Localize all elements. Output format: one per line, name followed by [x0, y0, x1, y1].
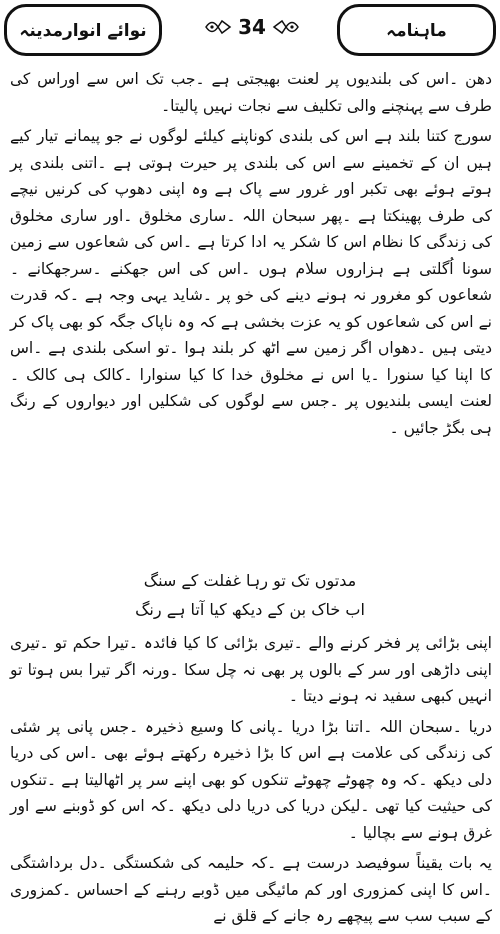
left-ornament-icon	[204, 18, 232, 36]
magazine-label-box	[337, 4, 496, 56]
verse-line: اب خاک بن کے دیکھ کیا آتا ہے رنگ	[135, 600, 365, 619]
publication-title: نوائے انوارمدینہ	[19, 20, 147, 41]
verse-line: مدتوں تک تو رہا غفلت کے سنگ	[143, 571, 357, 590]
paragraph: دھن ۔اس کی بلندیوں پر لعنت بھیجتی ہے ۔جب تک اس سے اوراس کی طرف سے پہنچنے والی تکلیف سے نجات نہیں پالیتا۔	[10, 70, 492, 115]
right-ornament-icon	[272, 18, 300, 36]
article-body-bottom	[10, 630, 492, 934]
magazine-label: ماہنامہ	[386, 20, 447, 41]
paragraph: دریا ۔سبحان اللہ ۔اتنا بڑا دریا ۔پانی کا وسیع ذخیرہ ۔جس پانی پر شئی کی زندگی کی علامت ہے اس کا بڑا ذخیرہ رکھتے ہوئے بھی ۔اس کی دریا دلی دیکھ ۔کہ وہ چھوٹے چھوٹے تنکوں کو بھی اپنے سر پر اٹھالیتا ہے ۔تنکوں کی حیثیت کیا تھی ۔لیکن دریا کی دریا دلی دیکھ ۔کہ اس کو ڈوبنے سے اور غرق ہونے سے بچالیا ۔	[10, 717, 492, 842]
article-body-top	[10, 66, 492, 445]
paragraph: اپنی بڑائی پر فخر کرنے والے ۔تیری بڑائی کا کیا فائدہ ۔تیرا حکم تو ۔تیری اپنی داڑھی اور سر کے بالوں پر بھی نہ چل سکا ۔ورنہ اگر تیرا بس ہوتا تو انہیں کبھی سفید نہ ہونے دیتا ۔	[10, 634, 492, 705]
page-number: 34	[238, 15, 266, 39]
publication-title-box	[4, 4, 162, 56]
paragraph: سورج کتنا بلند ہے اس کی بلندی کوناپنے کیلئے لوگوں نے جو پیمانے تیار کیے ہیں ان کے تخمینے سے اس کی بلندی پر حیرت ہوتی ہے ۔اتنی بلندی پر ہوتے ہوئے بھی تکبر اور غرور سے پاک ہے وہ اپنی دھوپ کی کرنیں نیچے کی طرف پھینکتا ہے ۔پھر سبحان اللہ ۔ساری مخلوق ۔اور ساری مخلوق کی زندگی کا نظام اس کا شکر یہ ادا کرتا ہے ۔اس کی شعاعوں سے زمین سونا اُگلتی ہے ہزاروں سلام ہوں ۔اس کی اس جھکنے ۔سرجھکانے ۔شعاعوں کو مغرور نہ ہونے دینے کی خو پر ۔شاید یہی وجہ ہے ۔کہ قدرت نے اس کی شعاعوں کو یہ عزت بخشی ہے کہ وہ ناپاک جگہ کو بھی پاک کر دیتی ہیں ۔دھواں اگر زمین سے اٹھ کر بلند ہوا ۔تو اسکی بلندی ہے ۔اس کا اپنا کیا سنورا ۔یا اس نے مخلوق خدا کا کیا سنوارا ۔کالک ہی کالک ۔لعنت ایسی بلندیوں پر ۔جس سے لوگوں کی شکلیں اور دیواروں کے رنگ ہی بگڑ جائیں ۔	[10, 127, 492, 437]
page-header	[0, 0, 500, 68]
paragraph: یہ بات یقیناً سوفیصد درست ہے ۔کہ حلیمہ کی شکستگی ۔دل برداشتگی ۔اس کا اپنی کمزوری اور کم مائیگی میں ڈوبے رہنے کے احساس ۔کمزوری کے سبب سب سے پیچھے رہ جانے کے قلق نے	[10, 854, 492, 925]
page-number-block	[181, 10, 323, 44]
